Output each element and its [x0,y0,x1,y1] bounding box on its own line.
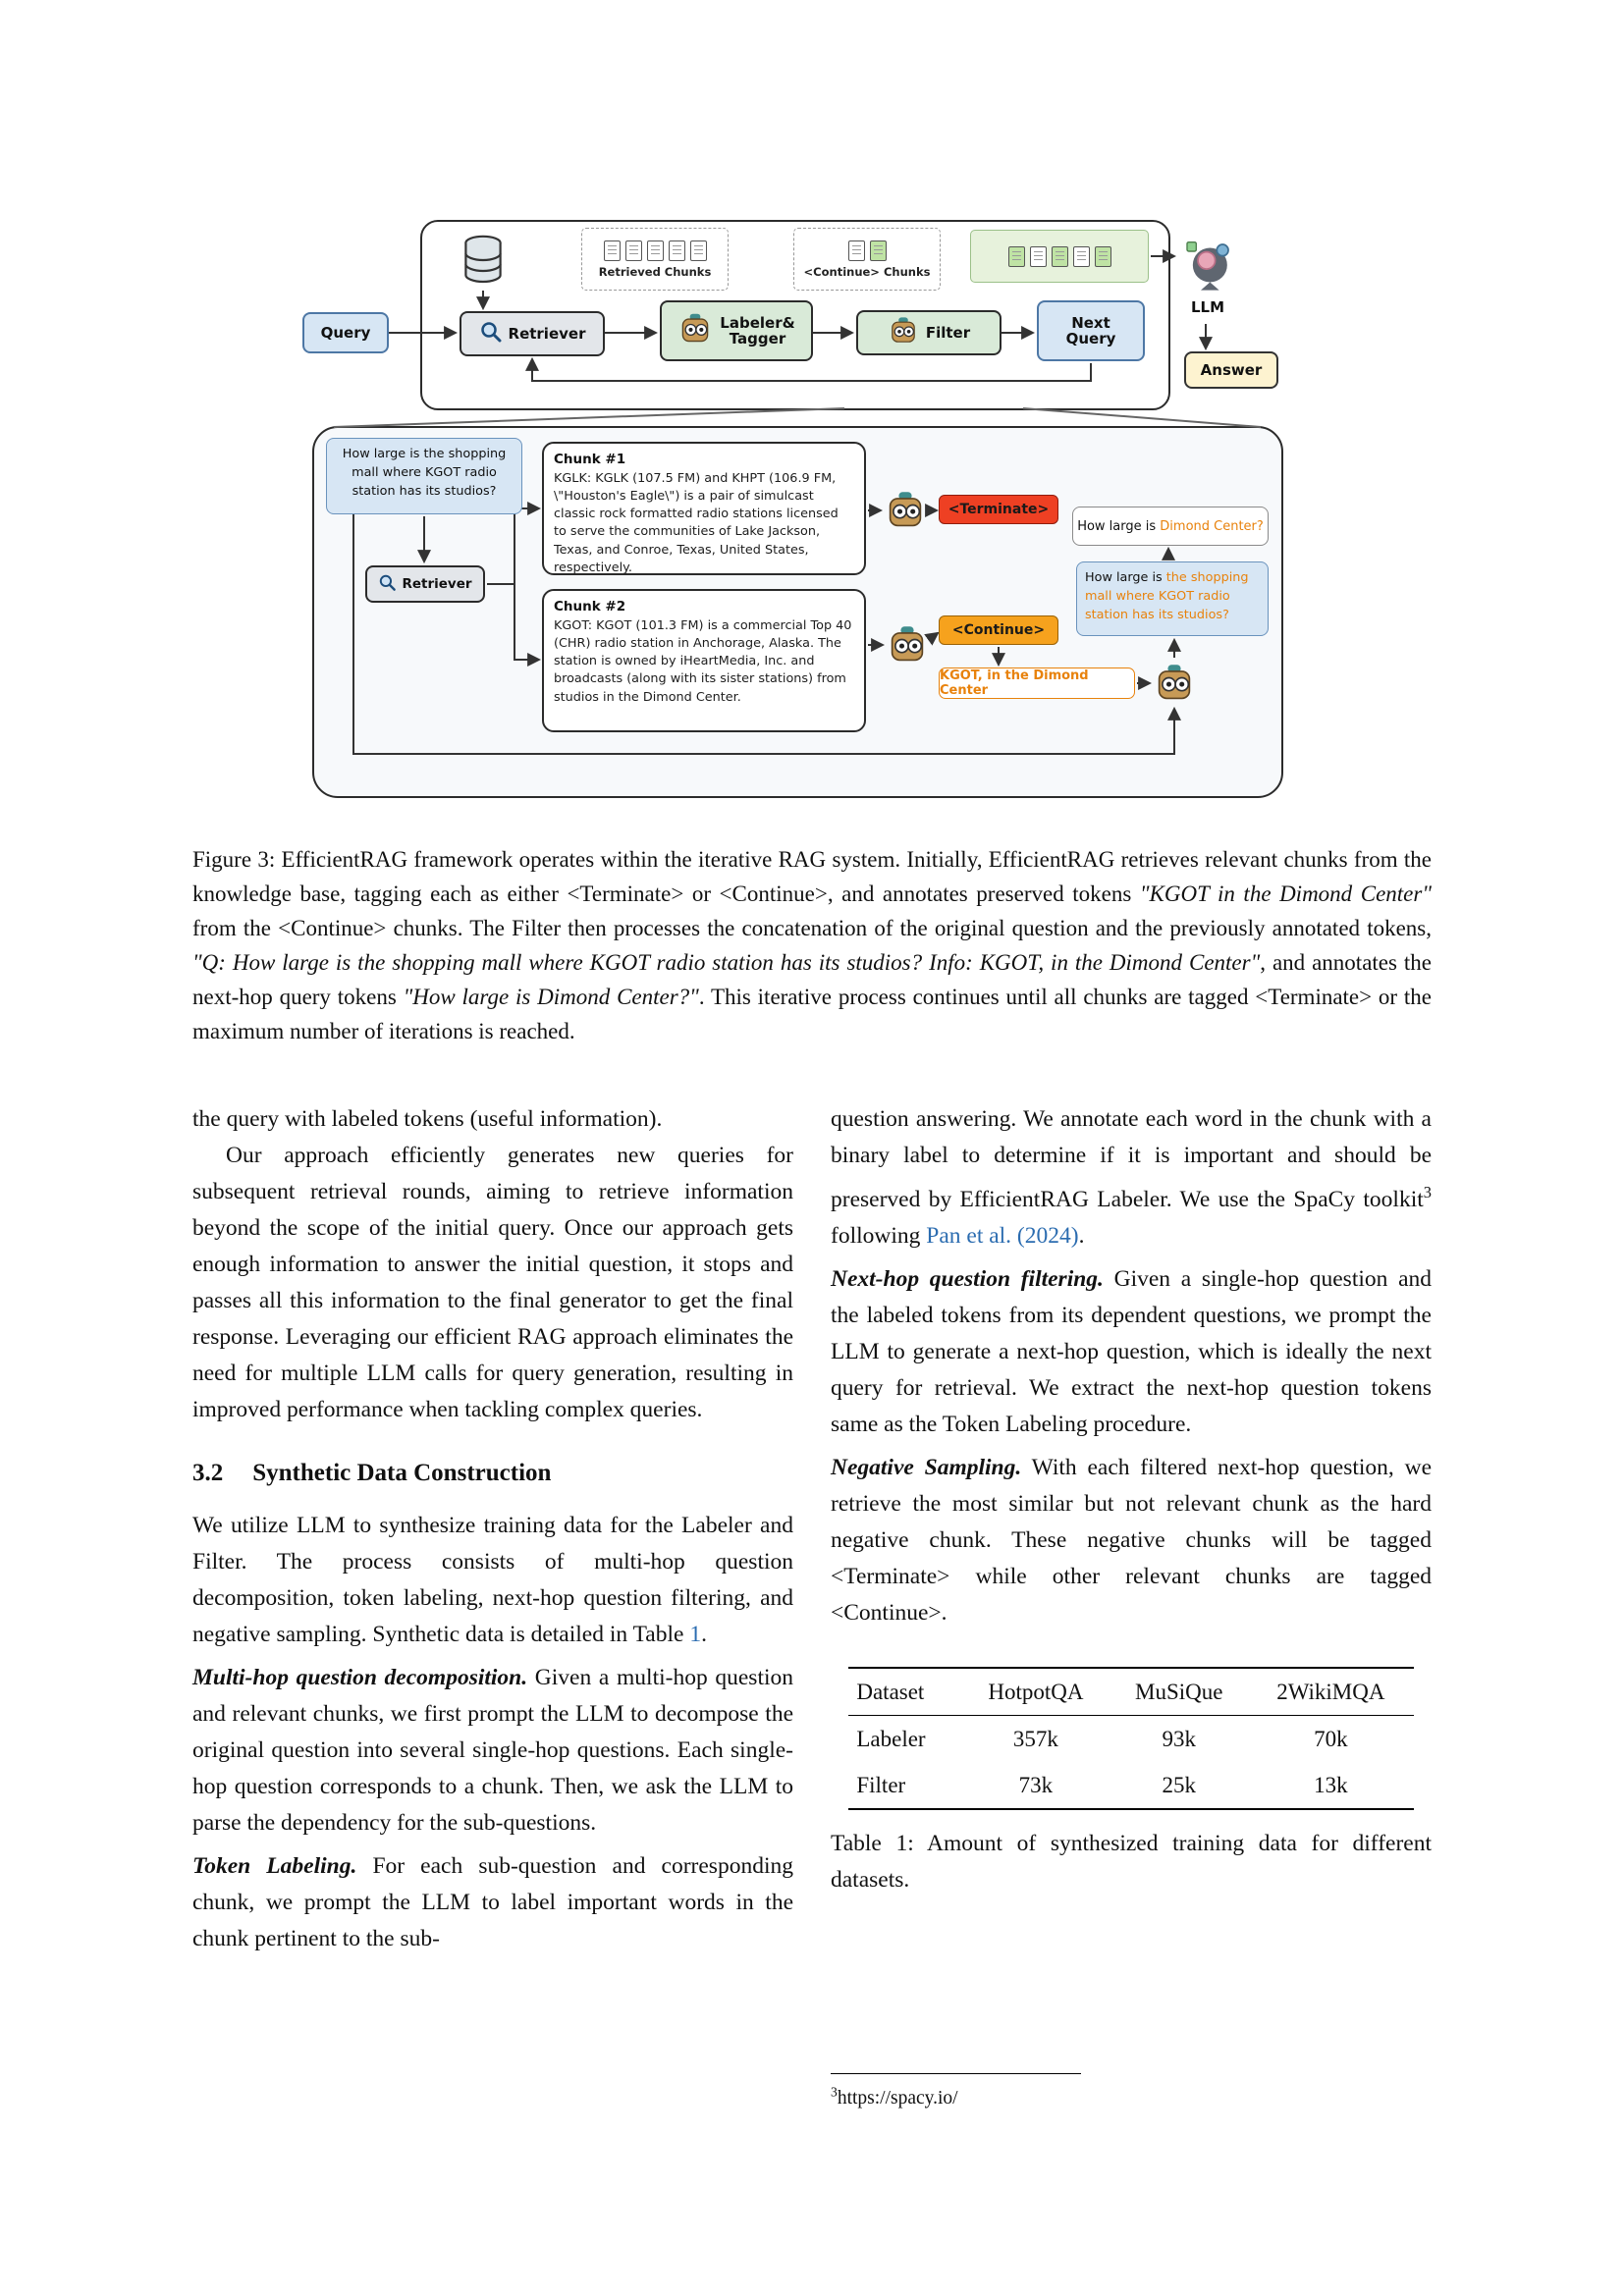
caption-segment: . This iterative process continues until all chunks are tagged <Terminate> or the maximum number of iterations is reached. [192,985,1432,1043]
labeled-tokens-box [939,667,1135,699]
continue-label: <Continue> [951,622,1046,638]
paragraph: Our approach efficiently generates new queries for subsequent retrieval rounds, aiming to retrieve information beyond the scope of the initial query. Once our approach gets enough information to answer the initial question, it stops and passes all this information to the final generator to get the final response. Leveraging our efficient RAG approach eliminates the need for multiple LLM calls for query generation, resulting in improved performance when tackling complex queries. [192,1143,793,1422]
labeler-robot-icon [886,623,929,670]
table-1 [848,1667,1413,1810]
labeler-robot-icon [884,489,927,536]
continue-chunks-label: <Continue> Chunks [803,264,931,279]
caption-quote: "KGOT in the Dimond Center" [1139,881,1432,906]
footnote-rule [831,2073,1081,2074]
chunk-2-title: Chunk #2 [554,599,626,614]
filter-label: Filter [925,323,971,342]
retriever-label: Retriever [508,324,586,343]
next-hop-question-text: How large is Dimond Center? [1077,518,1264,534]
column-header: MuSiQue [1135,1679,1223,1704]
paragraph-text: . [701,1622,707,1647]
document-icon [625,240,642,261]
citation-link[interactable]: Pan et al. (2024) [926,1222,1079,1249]
document-icon [604,240,621,261]
continue-chunks-group [793,228,941,291]
paragraph-text: question answering. We annotate each word in the chunk with a binary label to determine if it is important and should be preserved by EfficientRAG Labeler. We use the SpaCy toolkit [831,1106,1432,1212]
query-label: Query [320,323,371,342]
footnote-url-link[interactable]: https://spacy.io/ [837,2087,958,2109]
question-text: How large is the shopping mall where KGOT radio station has its studios? [342,447,507,500]
query-box [302,312,389,353]
run-in-heading: Next-hop question filtering. [831,1265,1104,1292]
continue-chunk-icons [845,240,889,261]
retriever-example-label: Retriever [402,575,472,592]
table-cell: 25k [1162,1772,1196,1797]
next-hop-question-box [1072,507,1269,546]
paragraph [192,1660,793,1842]
document-icon [1030,246,1047,267]
paragraph-text: . [1078,1222,1085,1249]
table-cell: Labeler [856,1726,926,1751]
paragraph-text: With each filtered next-hop question, we retrieve the most similar but not relevant chunk as the hard negative chunk. These negative chunks will be tagged <Terminate> while other relevant chunks are tagged <Continue>. [831,1454,1433,1626]
concatenated-question-text: How large is the shopping mall where KGOT radio station has its studios? [1085,570,1249,623]
document-icon [647,240,664,261]
database-icon [461,234,505,291]
section-number: 3.2 [192,1460,224,1486]
footnote-marker-inline[interactable]: 3 [1423,1183,1432,1201]
chunk-1-title: Chunk #1 [554,452,626,467]
caption-quote: "Q: How large is the shopping mall where KGOT radio station has its studios? Info: KGOT, in the Dimond Center" [192,950,1261,975]
paragraph [831,1450,1432,1631]
table-cell: 13k [1314,1772,1348,1797]
column-header: 2WikiMQA [1276,1679,1385,1704]
magnifier-icon [378,573,397,596]
chunk-2-box [542,589,866,732]
caption-segment: from the <Continue> chunks. The Filter then processes the concatenation of the original question and the previously annotated tokens, [192,916,1432,940]
paragraph-text: following [831,1222,927,1249]
document-icon [1073,246,1090,267]
filter-robot-icon [888,315,919,350]
table-row [848,1715,1413,1762]
footnote-marker: 3 [831,2084,838,2099]
labeler-robot-icon [677,311,713,350]
table-cell: 357k [1012,1726,1058,1751]
chunk-1-text: KGLK: KGLK (107.5 FM) and KHPT (106.9 FM, \"Houston's Eagle\") is a pair of simulcast classic rock formatted radio stations licensed to serve the communities of Lake Jackson, Texas, and Conroe, Texas, United States, respectively. [554,471,839,575]
paragraph [831,1101,1432,1255]
terminate-label: <Terminate> [947,502,1050,517]
labeled-tokens-text: KGOT, in the Dimond Center [940,668,1089,698]
question-box [326,438,522,514]
run-in-heading: Token Labeling. [192,1853,357,1879]
collected-chunks-group [970,230,1149,283]
document-icon [1052,246,1068,267]
magnifier-icon [479,320,503,347]
left-column [192,1101,793,1957]
filter-robot-icon [1153,662,1196,709]
table-header-row [848,1668,1413,1716]
caption-quote: "How large is Dimond Center?" [403,985,699,1009]
llm-icon [1180,238,1235,296]
section-heading [192,1455,793,1491]
caption-segment: Figure 3: EfficientRAG framework operates within the iterative RAG system. Initially, EfficientRAG retrieves relevant chunks from the knowledge base, tagging each as either <Terminate> or <Continue>, and annotates preserved tokens [192,847,1432,906]
table-cell: 93k [1162,1726,1196,1751]
next-query-box [1037,300,1145,361]
retriever-box [460,311,605,356]
run-in-heading: Multi-hop question decomposition. [192,1665,528,1690]
next-query-label: Next Query [1065,313,1116,347]
answer-box [1184,351,1278,389]
table-row [848,1762,1413,1809]
column-header: HotpotQA [988,1679,1084,1704]
paragraph [192,1848,793,1957]
footnote [831,2073,1432,2109]
paragraph [831,1261,1432,1443]
continue-tag [939,615,1058,645]
collected-chunk-icons [1005,246,1113,267]
terminate-tag [939,495,1058,524]
filter-box [856,310,1001,355]
paragraph: the query with labeled tokens (useful information). [192,1106,663,1132]
run-in-heading: Negative Sampling. [831,1454,1022,1480]
retriever-example-box [365,565,485,603]
table-cell: 73k [1018,1772,1054,1797]
section-title: Synthetic Data Construction [252,1460,552,1486]
document-icon [870,240,887,261]
table-1-caption: Table 1: Amount of synthesized training data for different datasets. [831,1830,1432,1893]
retrieved-chunks-group [581,228,729,291]
paragraph-text: Given a multi-hop question and relevant chunks, we first prompt the LLM to decompose the original question into several single-hop questions. Each single-hop question corresponds to a chunk. Then, we ask the LLM to parse the dependency for the sub-questions. [192,1665,794,1836]
document-icon [848,240,865,261]
paragraph-text: Given a single-hop question and the labeled tokens from its dependent questions, we prompt the LLM to generate a next-hop question, which is ideally the next query for retrieval. We extract the next-hop question tokens same as the Token Labeling procedure. [831,1265,1432,1437]
table-cell: 70k [1314,1726,1348,1751]
document-icon [669,240,685,261]
paragraph [192,1508,793,1653]
document-icon [690,240,707,261]
table-cell: Filter [856,1772,906,1797]
right-column [831,1101,1432,1898]
figure-3-caption [192,842,1432,1048]
llm-label: LLM [1190,298,1225,316]
labeler-tagger-box [660,300,813,361]
concatenated-question-box [1076,561,1269,636]
answer-label: Answer [1200,360,1263,379]
chunk-1-box [542,442,866,575]
caption-segment: , and annotates the next-hop query tokens [192,950,1432,1009]
document-icon [1095,246,1111,267]
paragraph-text: We utilize LLM to synthesize training data for the Labeler and Filter. The process consists of multi-hop question decomposition, token labeling, next-hop question filtering, and negative sampling. Synthetic data is detailed in Table [192,1513,793,1647]
table-1-ref-link[interactable]: 1 [689,1622,702,1647]
column-header: Dataset [856,1679,925,1704]
chunk-2-text: KGOT: KGOT (101.3 FM) is a commercial Top 40 (CHR) radio station in Anchorage, Alaska. The station is owned by iHeartMedia, Inc. and broadcasts (along with its sister stations) from studios in the Dimond Center. [554,618,852,705]
paragraph-text: For each sub-question and corresponding chunk, we prompt the LLM to label important words in the chunk pertinent to the sub- [192,1853,793,1951]
retrieved-chunk-icons [601,240,709,261]
retrieved-chunks-label: Retrieved Chunks [598,264,712,279]
labeler-tagger-label: Labeler& Tagger [720,313,795,347]
document-icon [1008,246,1025,267]
figure-3-diagram [295,208,1286,828]
